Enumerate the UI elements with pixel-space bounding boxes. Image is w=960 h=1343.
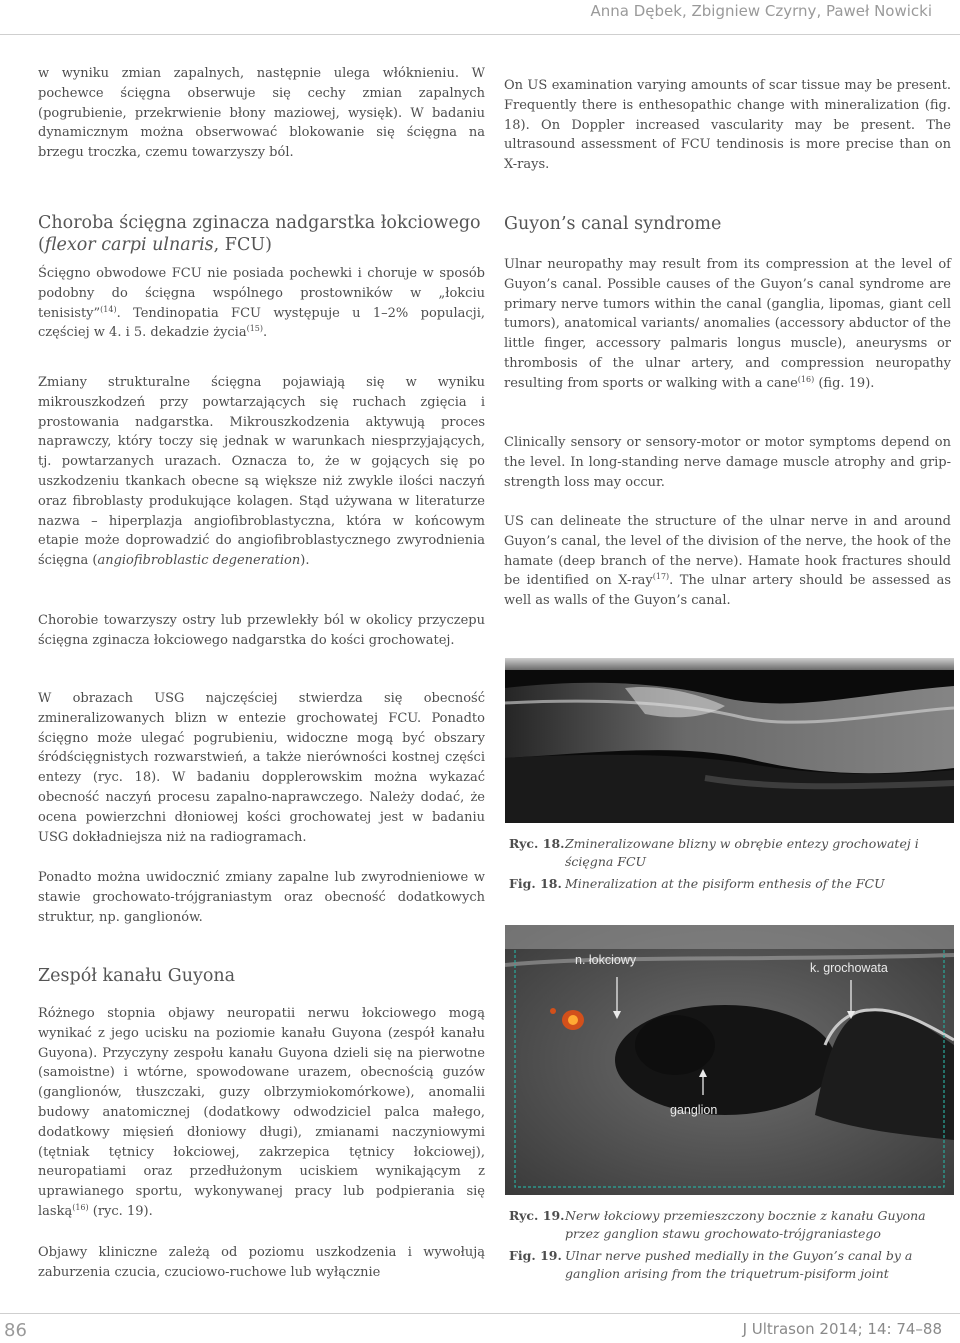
left-paragraph-7 [38,1004,485,1222]
left-paragraph-5 [38,689,485,847]
text: US can delineate the structure of the ulnar nerve in and around Guyon’s canal, the level of the division of the nerve, the hook of the hamate (deep branch of the nerve). Hamate hook fractures should be identified on X-ray [504,514,951,589]
label-ganglion: ganglion [670,1103,718,1117]
figure-19-caption [509,1207,949,1283]
footer-divider [0,1313,960,1314]
text: Różnego stopnia objawy neuropatii nerwu łokciowego mogą wynikać z jego ucisku na poziomie kanału Guyona (zespół kanału Guyona). Przyczyny zespołu kanału Guyona dzieli się na pierwotne (samoistne) i wtórne, spowodowane urazem, obecnością guzów (ganglionów, tłuszczaki, guzy olbrzymiokomórkowe), anomalii budowy anatomicznej (dodatkowy odwodziciel palca małego, dodatkowy mięsień dłoniowy długi), zmianami naczyniowymi (tętniak tętnicy łokciowej, zakrzepica tętnicy łokciowej), neuropatiami oraz przedłużonym uciskiem wynikającym z uprawianego sportu, wykonywanej pracy lub podpierania się laską [38,1006,485,1219]
section-heading-guyon-pl [38,965,485,987]
paragraph-text: Ponadto można uwidocznić zmiany zapalne lub zwyrodnieniowe w stawie grochowato-trójgraniastym oraz obecność dodatkowych struktur, np. ganglionów. [38,870,485,925]
caption-text: Ulnar nerve pushed medially in the Guyon’s canal by a ganglion arising from the triquetrum-pisiform joint [565,1248,913,1281]
caption-text: Nerw łokciowy przemieszczony bocznie z kanału Guyona przez ganglion stawu grochowato-trójgraniastego [565,1208,926,1241]
paragraph-text: Chorobie towarzyszy ostry lub przewlekły ból w okolicy przyczepu ścięgna zginacza łokciowego nadgarstka do kości grochowatej. [38,613,485,648]
left-paragraph-2 [38,264,485,343]
heading-text: Zespół kanału Guyona [38,966,236,986]
page-number: 86 [4,1320,27,1341]
caption-en [509,1247,949,1283]
paragraph-text: Clinically sensory or sensory-motor or motor symptoms depend on the level. In long-standing nerve damage muscle atrophy and grip-strength loss may occur. [504,435,951,490]
label-pisiform: k. grochowata [810,961,888,975]
heading-latin-term: flexor carpi ulnaris [44,235,214,255]
running-header [0,0,960,35]
heading-text: Guyon’s canal syndrome [504,214,722,234]
heading-part: Choroba ścięgna zginacza nadgarstka łokciowego ( [38,213,481,255]
section-heading-guyon-en [504,213,951,235]
caption-text: Zmineralizowane blizny w obrębie entezy grochowatej i ścięgna FCU [565,836,919,869]
right-paragraph-2 [504,255,951,394]
text: . The ulnar artery should be assessed as well as walls of the Guyon’s canal. [504,573,951,609]
text: Zmiany strukturalne ścięgna pojawiają się w wyniku mikrouszkodzeń przy powtarzających się ruchach zgięcia i prostowania nadgarstka. Mikrouszkodzenia aktywują proces naprawczy, który toczy się jednak w warunkach niesprzyjających, tj. powtarzanych urazach. Oznacza to, że w gojących się po uszkodzeniu tkankach obecne są większe niż zwykle ilości naczyń oraz fibroblasty produkujące kolagen. Stąd używana w literaturze nazwa – hiperplazja angiofibroblastyczna, która w końcowym etapie może doprowadzić do angiofibroblastycznego zwyrodnienia ścięgna ( [38,375,485,569]
reference: (16) [797,374,815,384]
paragraph-text: w wyniku zmian zapalnych, następnie ulega włóknieniu. W pochewce ścięgna obserwuje się cechy zmian zapalnych (pogrubienie, przekrwienie błony maziowej, wysięk). W badaniu dynamicznym można obserwować blokowanie się ścięgna na brzegu troczka, czemu towarzyszy ból. [38,66,485,161]
right-paragraph-3 [504,433,951,492]
text: (fig. 19). [814,375,875,391]
caption-label: Ryc. 19. [509,1208,565,1223]
reference: (17) [652,572,670,582]
figure-18-caption [509,835,949,893]
caption-pl [509,835,949,871]
caption-label: Fig. 18. [509,876,562,891]
text: ). [300,553,310,569]
caption-label: Ryc. 18. [509,836,565,851]
caption-en [509,875,949,893]
caption-label: Fig. 19. [509,1248,562,1263]
text: . Tendinopatia FCU występuje u 1–2% populacji, częściej w 4. i 5. dekadzie życia [38,305,485,341]
header-authors: Anna Dębek, Zbigniew Czyrny, Paweł Nowicki [590,2,932,20]
figure-19-ultrasound-image [505,925,954,1195]
left-paragraph-3 [38,373,485,571]
heading-part: , FCU) [213,235,272,255]
caption-pl [509,1207,949,1243]
left-paragraph-8 [38,1243,485,1283]
text: (ryc. 19). [88,1203,153,1219]
ultrasound-scan-fcu [505,658,954,823]
paragraph-text: W obrazach USG najczęściej stwierdza się obecność zmineralizowanych blizn w entezie grochowatej FCU. Ponadto ścięgno może ulegać pogrubieniu, widoczne mogą być obszary śródścięgnistych rozwarstwień, a także nierówności kostnej części entezy (ryc. 18). W badaniu dopplerowskim można wykazać obecność naczyń procesu zapalno-naprawczego. Należy dodać, że ocena powierzchni dłoniowej kości grochowatej jest w badaniu USG dokładniejsza niż na radiogramach. [38,691,485,845]
figure-18-ultrasound-image [505,658,954,823]
section-heading-fcu [38,212,485,256]
paragraph-text: Objawy kliniczne zależą od poziomu uszkodzenia i wywołują zaburzenia czucia, czuciowo-ruchowe lub wyłącznie [38,1245,485,1280]
right-paragraph-1 [504,76,951,175]
text: Ścięgno obwodowe FCU nie posiada pochewki i choruje w sposób podobny do ścięgna wspólnego prostowników w „łokciu tenisisty” [38,266,485,321]
text: . [263,325,268,341]
left-paragraph-4 [38,611,485,651]
paragraph-text: On US examination varying amounts of scar tissue may be present. Frequently there is enthesopathic change with mineralization (fig. 18). On Doppler increased vascularity may be present. The ultrasound assessment of FCU tendinosis is more precise than on X-rays. [504,78,951,173]
left-paragraph-6 [38,868,485,927]
left-paragraph-1 [38,64,485,163]
journal-citation: J Ultrason 2014; 14: 74–88 [742,1320,942,1338]
right-paragraph-4 [504,512,951,611]
reference: (16) [72,1202,89,1212]
text: Ulnar neuropathy may result from its compression at the level of Guyon’s canal. Possible causes of the Guyon’s canal syndrome are primary nerve tumors within the canal (ganglia, lipomas, giant cell tumors), anatomical variants/ anomalies (accessory abductor of the little finger, accessory palmaris longus muscle), aneurysms or thrombosis of the ulnar artery, and compression neuropathy resulting from sports or walking with a cane [504,257,951,391]
italic-term: angiofibroblastic degeneration [97,553,301,569]
reference: (14) [100,304,117,314]
reference: (15) [246,324,264,334]
caption-text: Mineralization at the pisiform enthesis of the FCU [565,876,885,891]
label-ulnar-nerve: n. łokciowy [575,953,637,967]
